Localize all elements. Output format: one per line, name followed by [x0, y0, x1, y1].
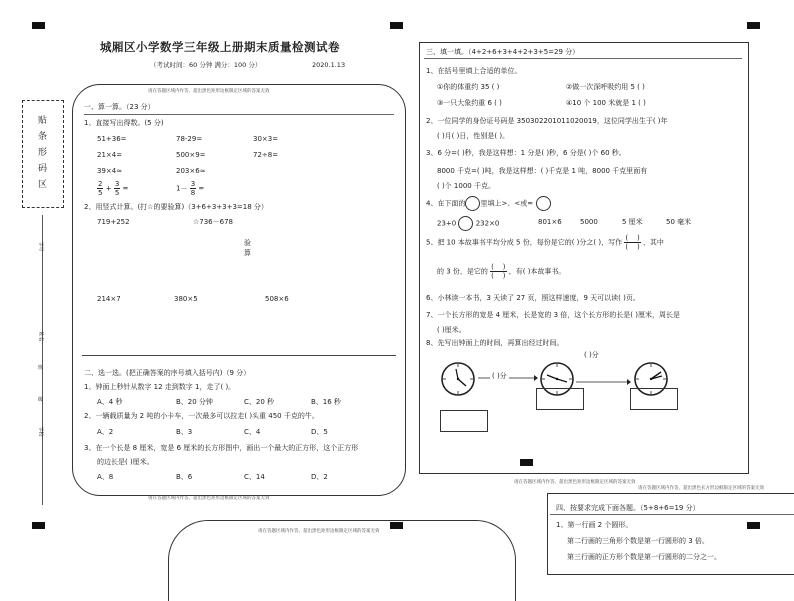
- registration-mark: [390, 22, 403, 29]
- section3-q7-cont: ( )厘米。: [437, 326, 466, 334]
- option: C、14: [244, 473, 265, 481]
- section-divider: [82, 355, 396, 356]
- oral-calc: 500×9=: [176, 151, 206, 159]
- oral-calc: 39×4≈: [97, 167, 123, 175]
- boundary-note: 请在答题区域内作答，超出黑色矩形边框限定区域的答案无效: [148, 89, 270, 94]
- option: A、4 秒: [97, 398, 123, 406]
- sticker-char: 码: [38, 164, 48, 174]
- option: D、2: [311, 473, 328, 481]
- oral-calc: 51+36=: [97, 135, 127, 143]
- registration-mark: [32, 22, 45, 29]
- margin-line: [42, 215, 43, 505]
- unit-item: ③一只大象约重 6 ( ): [437, 99, 502, 107]
- fraction-calc-2: 1－ $\frac{3}{8}$ =: [176, 180, 205, 197]
- sticker-char: 条: [38, 132, 48, 142]
- margin-label-name: 姓名: [37, 331, 44, 342]
- boundary-note: 请在答题区域内作答，超出黑色长方形边框限定区域的答案无效: [638, 486, 764, 491]
- option: A、8: [97, 473, 114, 481]
- section1-q1: 1、直接写出得数。(5 分): [84, 119, 164, 127]
- section1-title: 一、算一算。（23 分）: [84, 103, 155, 111]
- option: D、5: [311, 428, 328, 436]
- oral-calc: 30×3=: [253, 135, 279, 143]
- section3-q2-cont: ( )月( )日，性别是( )。: [437, 132, 510, 140]
- compare-circle[interactable]: [465, 196, 480, 211]
- answer-frame-left: [72, 84, 406, 496]
- option: B、16 秒: [311, 398, 341, 406]
- exam-info: （考试时间：60 分钟 满分：100 分）: [150, 61, 262, 69]
- oral-calc: 78-29=: [176, 135, 203, 143]
- elapsed-minutes: ( )分: [492, 372, 507, 380]
- verify-label: 验: [244, 239, 251, 247]
- registration-mark: [32, 522, 45, 529]
- section2-title: 二、选一选。(把正确答案的序号填入括号内)（9 分）: [84, 369, 251, 377]
- section3-q3-cont: 8000 千克=( )吨，我是这样想：( )千克是 1 吨，8000 千克里面有: [437, 167, 648, 175]
- unit-item: ①你的体重约 35 ( ): [437, 83, 500, 91]
- compare-item: 5 厘米: [622, 218, 643, 226]
- section2-q3: 3、在一个长是 8 厘米，宽是 6 厘米的长方形图中，画出一个最大的正方形，这个正方形: [84, 444, 359, 452]
- vertical-calc: 508×6: [265, 295, 289, 303]
- exam-title: 城厢区小学数学三年级上册期末质量检测试卷: [100, 40, 340, 54]
- compare-circle[interactable]: [536, 196, 551, 211]
- section4-q1-cont2: 第三行画的正方形个数是第一行圆形的二分之一。: [567, 553, 721, 561]
- unit-item: ④10 个 100 米就是 1 ( ): [566, 99, 646, 107]
- option: B、6: [176, 473, 193, 481]
- margin-label-student-id: 学号: [37, 241, 44, 252]
- exam-date: 2020.1.13: [312, 61, 346, 69]
- verify-label: 算: [244, 249, 251, 257]
- elapsed-minutes: ( )分: [584, 351, 599, 359]
- oral-calc: 21×4=: [97, 151, 123, 159]
- section3-q3-cont2: ( )个 1000 千克。: [437, 182, 495, 190]
- option: C、4: [244, 428, 261, 436]
- margin-label-class: 班: [38, 365, 44, 371]
- time-answer-box[interactable]: [630, 388, 678, 410]
- vertical-calc: 380×5: [174, 295, 198, 303]
- compare-item: 801×6: [538, 218, 562, 226]
- time-answer-box[interactable]: [536, 388, 584, 410]
- section3-q6: 6、小林读一本书，3 天读了 27 页，照这样速度，9 天可以读( )页。: [426, 294, 640, 302]
- section4-q1-cont: 第二行画的三角形个数是第一行圆形的 3 倍。: [567, 537, 709, 545]
- boundary-note: 请在答题区域内作答，超出黑色矩形边框限定区域的答案无效: [148, 496, 270, 501]
- section3-q8: 8、先写出钟面上的时间，再算出经过时间。: [426, 339, 564, 347]
- section2-q3-cont: 的边长是( )厘米。: [97, 458, 154, 466]
- boundary-note: 请在答题区域内作答，超出黑色矩形边框限定区域的答案无效: [258, 529, 380, 534]
- arrow-icon: [576, 378, 631, 386]
- section2-q2: 2、一辆载质量为 2 吨的小卡车，一次最多可以拉走( )头重 450 千克的牛。: [84, 412, 319, 420]
- compare-item: 50 毫米: [666, 218, 692, 226]
- fraction-calc-1: $\frac{2}{5}$ + $\frac{3}{5}$ =: [98, 180, 129, 197]
- sticker-char: 贴: [38, 116, 48, 126]
- compare-row: 23+0 232×0: [437, 216, 499, 231]
- option: C、20 秒: [244, 398, 275, 406]
- section3-q7: 7、一个长方形的宽是 4 厘米，长是宽的 3 倍，这个长方形的长是( )厘米，周长是: [426, 311, 680, 319]
- margin-label-grade: 级: [38, 397, 44, 403]
- section1-underline: [84, 114, 394, 115]
- registration-mark: [747, 22, 760, 29]
- section4-underline: [550, 514, 794, 515]
- compare-item: 5000: [580, 218, 598, 226]
- section3-q1: 1、在括号里填上合适的单位。: [426, 67, 522, 75]
- barcode-sticker-area: [22, 100, 64, 208]
- vertical-calc: ☆736－678: [193, 218, 233, 226]
- section3-q2: 2、一位同学的身份证号码是 350302201011020019，这位同学出生于( )年: [426, 117, 668, 125]
- option: A、2: [97, 428, 114, 436]
- time-answer-box[interactable]: [440, 410, 488, 432]
- vertical-calc: 719+252: [97, 218, 130, 226]
- clock-face: [440, 361, 476, 397]
- section3-q3: 3、6 分=( )秒，我是这样想：1 分是( )秒，6 分是( )个 60 秒。: [426, 149, 626, 157]
- section4-q1: 1、第一行画 2 个圆形。: [556, 521, 633, 529]
- unit-item: ②做一次深呼吸约用 5 ( ): [566, 83, 645, 91]
- margin-label-school: 学校: [37, 426, 44, 437]
- section4-title: 四、按要求完成下面各题。（5+8+6=19 分）: [556, 504, 700, 512]
- section3-q5: 5、把 10 本故事书平均分成 5 份，每份是它的( )分之( )，写作 $\frac{( )}{( )}$ ，其中: [426, 234, 664, 251]
- section3-title: 三、填一填。（4+2+6+3+4+2+3+5=29 分）: [426, 48, 580, 56]
- option: B、3: [176, 428, 193, 436]
- section3-underline: [424, 58, 742, 59]
- sticker-char: 形: [38, 148, 48, 158]
- section2-q1: 1、钟面上秒针从数字 12 走到数字 1，走了( )。: [84, 383, 236, 391]
- oral-calc: 203×6≈: [176, 167, 206, 175]
- boundary-note: 请在答题区域内作答，超出黑色矩形边框限定区域的答案无效: [514, 480, 636, 485]
- vertical-calc: 214×7: [97, 295, 121, 303]
- option: B、20 分钟: [176, 398, 213, 406]
- compare-circle[interactable]: [458, 216, 473, 231]
- section3-q4: 4、在下面的 里填上>、<或=: [426, 196, 551, 211]
- section1-q2: 2、用竖式计算。(打☆的要验算)（3+6+3+3+3=18 分）: [84, 203, 268, 211]
- oral-calc: 72÷8=: [253, 151, 279, 159]
- sticker-char: 区: [38, 180, 48, 190]
- section3-q5-cont: 的 3 份，是它的 $\frac{( )}{( )}$ ，有( )本故事书。: [437, 263, 566, 280]
